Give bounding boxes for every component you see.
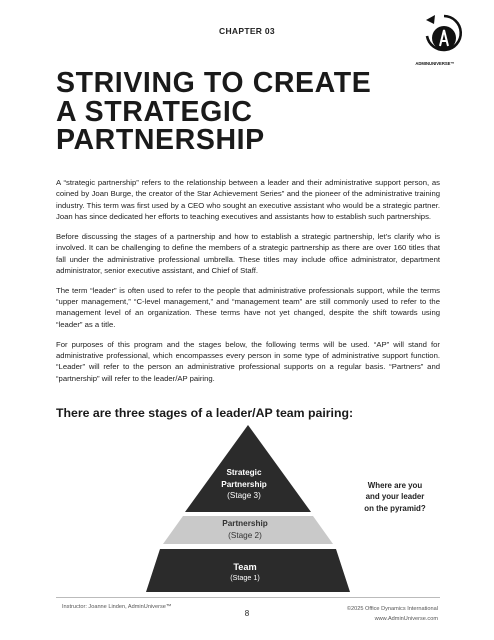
title-line-1: STRIVING TO CREATE bbox=[56, 67, 372, 99]
page-title bbox=[56, 69, 371, 155]
paragraph-3: The term “leader” is often used to refer to the people that administrative professionals support, while the terms “upper management,” “C-level management,” and “management team” are still commonly used to refer to the management level of an organization. These terms have not yet changed, despite the shift towards using “leader” as a title. bbox=[56, 285, 440, 329]
paragraph-1: A “strategic partnership” refers to the relationship between a leader and their administrative support person, as coined by Joan Burge, the creator of the Star Achievement Series” and the pioneer of the administrative training industry. This term was first used by a CEO who sought an executive assistant who would be a strategic partner. Joan has since dedicated her efforts to teaching executives and assistants how to establish such partnerships. bbox=[56, 178, 440, 222]
footer-copyright: ©2025 Office Dynamics International www.AdminUniverse.com bbox=[346, 606, 438, 622]
pyramid-question: Where are you and your leader on the pyramid? bbox=[364, 481, 426, 513]
chapter-label: CHAPTER 03 bbox=[219, 26, 275, 36]
logo-wordmark: ADMINUNIVERSE™ bbox=[415, 61, 455, 66]
stage2-label: Partnership (Stage 2) bbox=[222, 519, 268, 540]
stages-heading: There are three stages of a leader/AP team pairing: bbox=[56, 406, 354, 420]
footer-divider bbox=[56, 597, 440, 598]
stage1-label: Team (Stage 1) bbox=[230, 562, 260, 582]
footer-instructor: Instructor: Joanne Linden, AdminUniverse™ bbox=[62, 604, 172, 610]
paragraph-4: For purposes of this program and the stages below, the following terms will be used. “AP” will stand for administrative professional, which encompasses every person in some type of administrative support function. “Leader” will refer to the person an administrative professional supports on a regular basis. “Partners” and “partnership” will refer to the leader/AP pairing. bbox=[56, 339, 440, 383]
paragraph-2: Before discussing the stages of a partnership and how to establish a strategic partnership, let’s clarify who is involved. It can be challenging to define the members of a strategic partnership as there are over 160 titles that fall under the administrative professional umbrella. These titles may include office administrator, department administrator, senior executive assistant, and Chief of Staff. bbox=[56, 231, 440, 275]
title-line-3: PARTNERSHIP bbox=[56, 124, 265, 156]
title-line-2: A STRATEGIC bbox=[56, 95, 253, 128]
body-text bbox=[56, 177, 440, 393]
page-number: 8 bbox=[244, 609, 250, 618]
footer-website-link[interactable]: www.AdminUniverse.com bbox=[374, 616, 438, 622]
stage3-label: Strategic Partnership (Stage 3) bbox=[221, 468, 267, 501]
